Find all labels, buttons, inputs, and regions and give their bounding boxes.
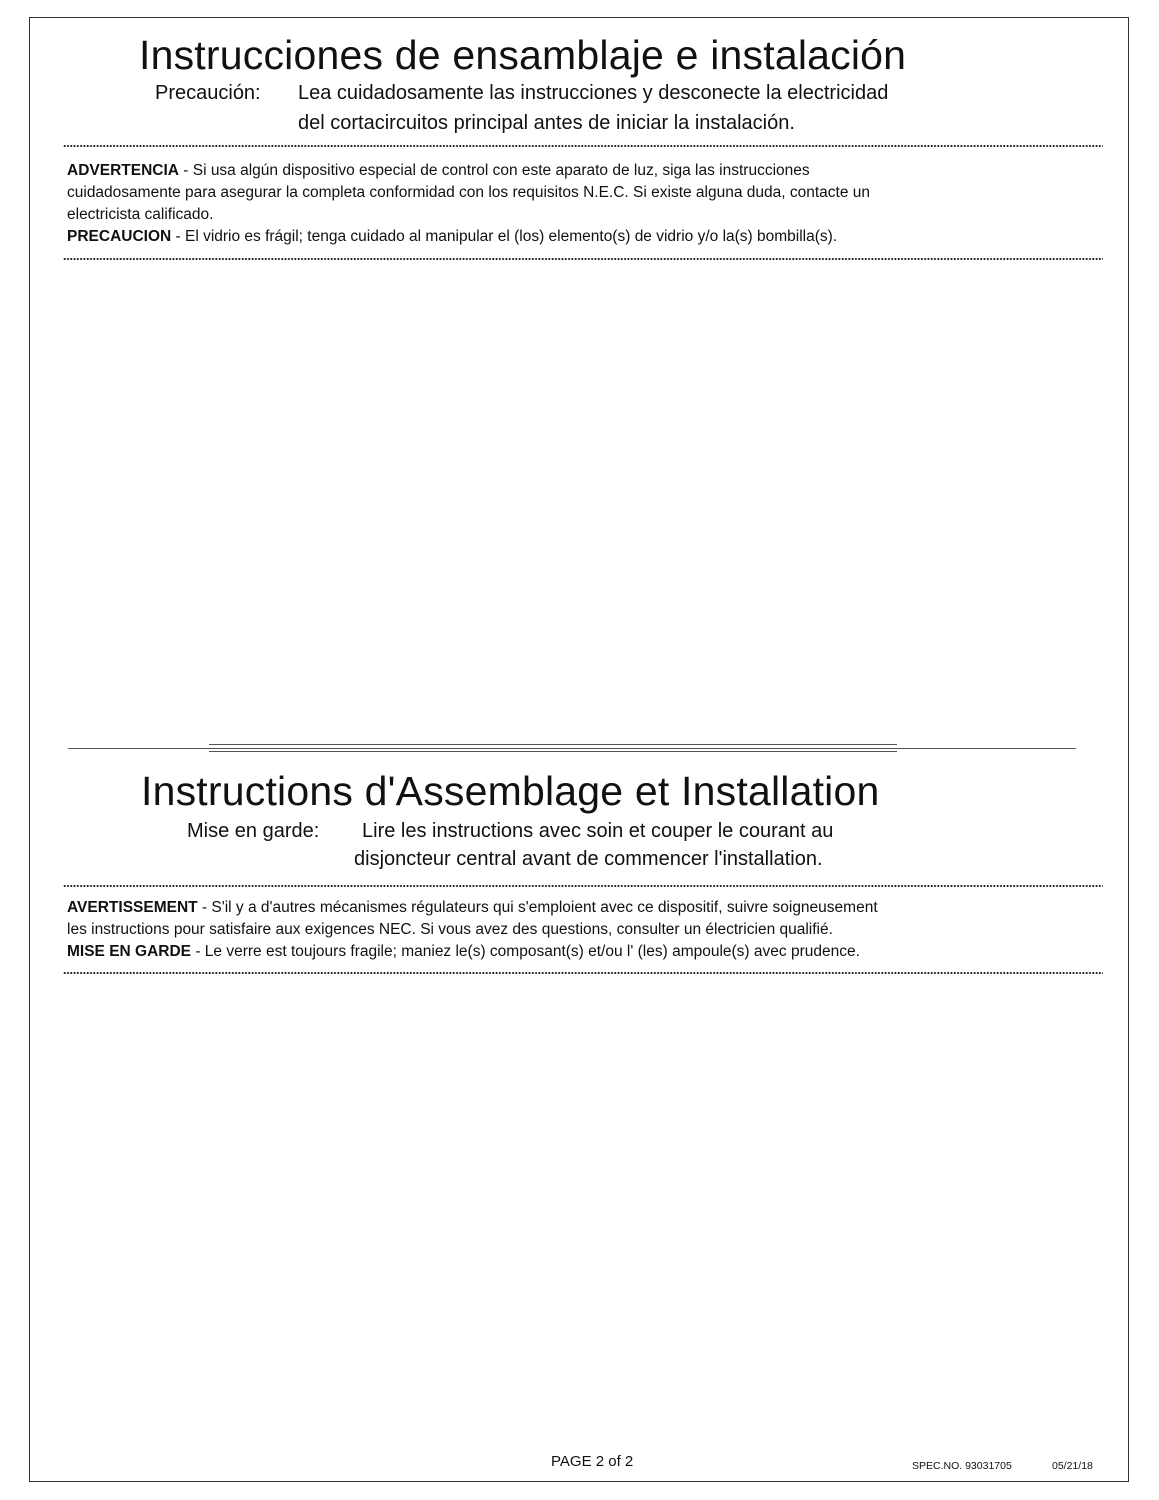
page-number: PAGE 2 of 2 — [551, 1453, 634, 1470]
spanish-precaution-line: PRECAUCION - El vidrio es frágil; tenga cuidado al manipular el (los) elemento(s) de vidrio y/o la(s) bombilla(s). — [67, 228, 838, 245]
section-separator — [68, 748, 1076, 749]
french-warning-line2: les instructions pour satisfaire aux exigences NEC. Si vous avez des questions, consulter un électricien qualifié. — [67, 921, 833, 938]
spanish-warning-line2: cuidadosamente para asegurar la completa conformidad con los requisitos N.E.C. Si existe alguna duda, contacte un — [67, 184, 871, 201]
french-precaution-label: MISE EN GARDE — [67, 943, 192, 960]
star-divider — [63, 143, 1103, 149]
spanish-warning-line3: electricista calificado. — [67, 206, 214, 223]
spanish-precaution-label: PRECAUCION — [67, 228, 172, 245]
french-caution-label: Mise en garde: — [187, 820, 320, 842]
star-divider — [63, 256, 1103, 262]
french-warning-label: AVERTISSEMENT — [67, 899, 198, 916]
french-caution-line1: Lire les instructions avec soin et couper le courant au — [362, 820, 834, 842]
french-precaution-line: MISE EN GARDE - Le verre est toujours fragile; maniez le(s) composant(s) et/ou l' (les) ampoule(s) avec prudence. — [67, 943, 860, 960]
spanish-caution-line1: Lea cuidadosamente las instrucciones y desconecte la electricidad — [298, 82, 889, 104]
spec-date: 05/21/18 — [1052, 1460, 1093, 1472]
spanish-caution-label: Precaución: — [155, 82, 261, 104]
spanish-warning-block — [67, 160, 1067, 248]
spec-number: SPEC.NO. 93031705 — [912, 1460, 1012, 1472]
star-divider — [63, 883, 1103, 889]
section-separator — [209, 744, 897, 745]
spanish-warning-label: ADVERTENCIA — [67, 162, 179, 179]
french-warning-line1: AVERTISSEMENT - S'il y a d'autres mécanismes régulateurs qui s'emploient avec ce dispositif, suivre soigneusement — [67, 899, 878, 916]
french-warning-block — [67, 897, 1067, 963]
french-title: Instructions d'Assemblage et Installation — [141, 768, 880, 814]
section-separator — [209, 751, 897, 752]
spanish-title: Instrucciones de ensamblaje e instalación — [139, 32, 907, 78]
spanish-caution-line2: del cortacircuitos principal antes de iniciar la instalación. — [298, 112, 795, 134]
spanish-warning-line1: ADVERTENCIA - Si usa algún dispositivo especial de control con este aparato de luz, siga las instrucciones — [67, 162, 810, 179]
french-caution-line2: disjoncteur central avant de commencer l'installation. — [354, 848, 823, 870]
star-divider — [63, 970, 1103, 976]
